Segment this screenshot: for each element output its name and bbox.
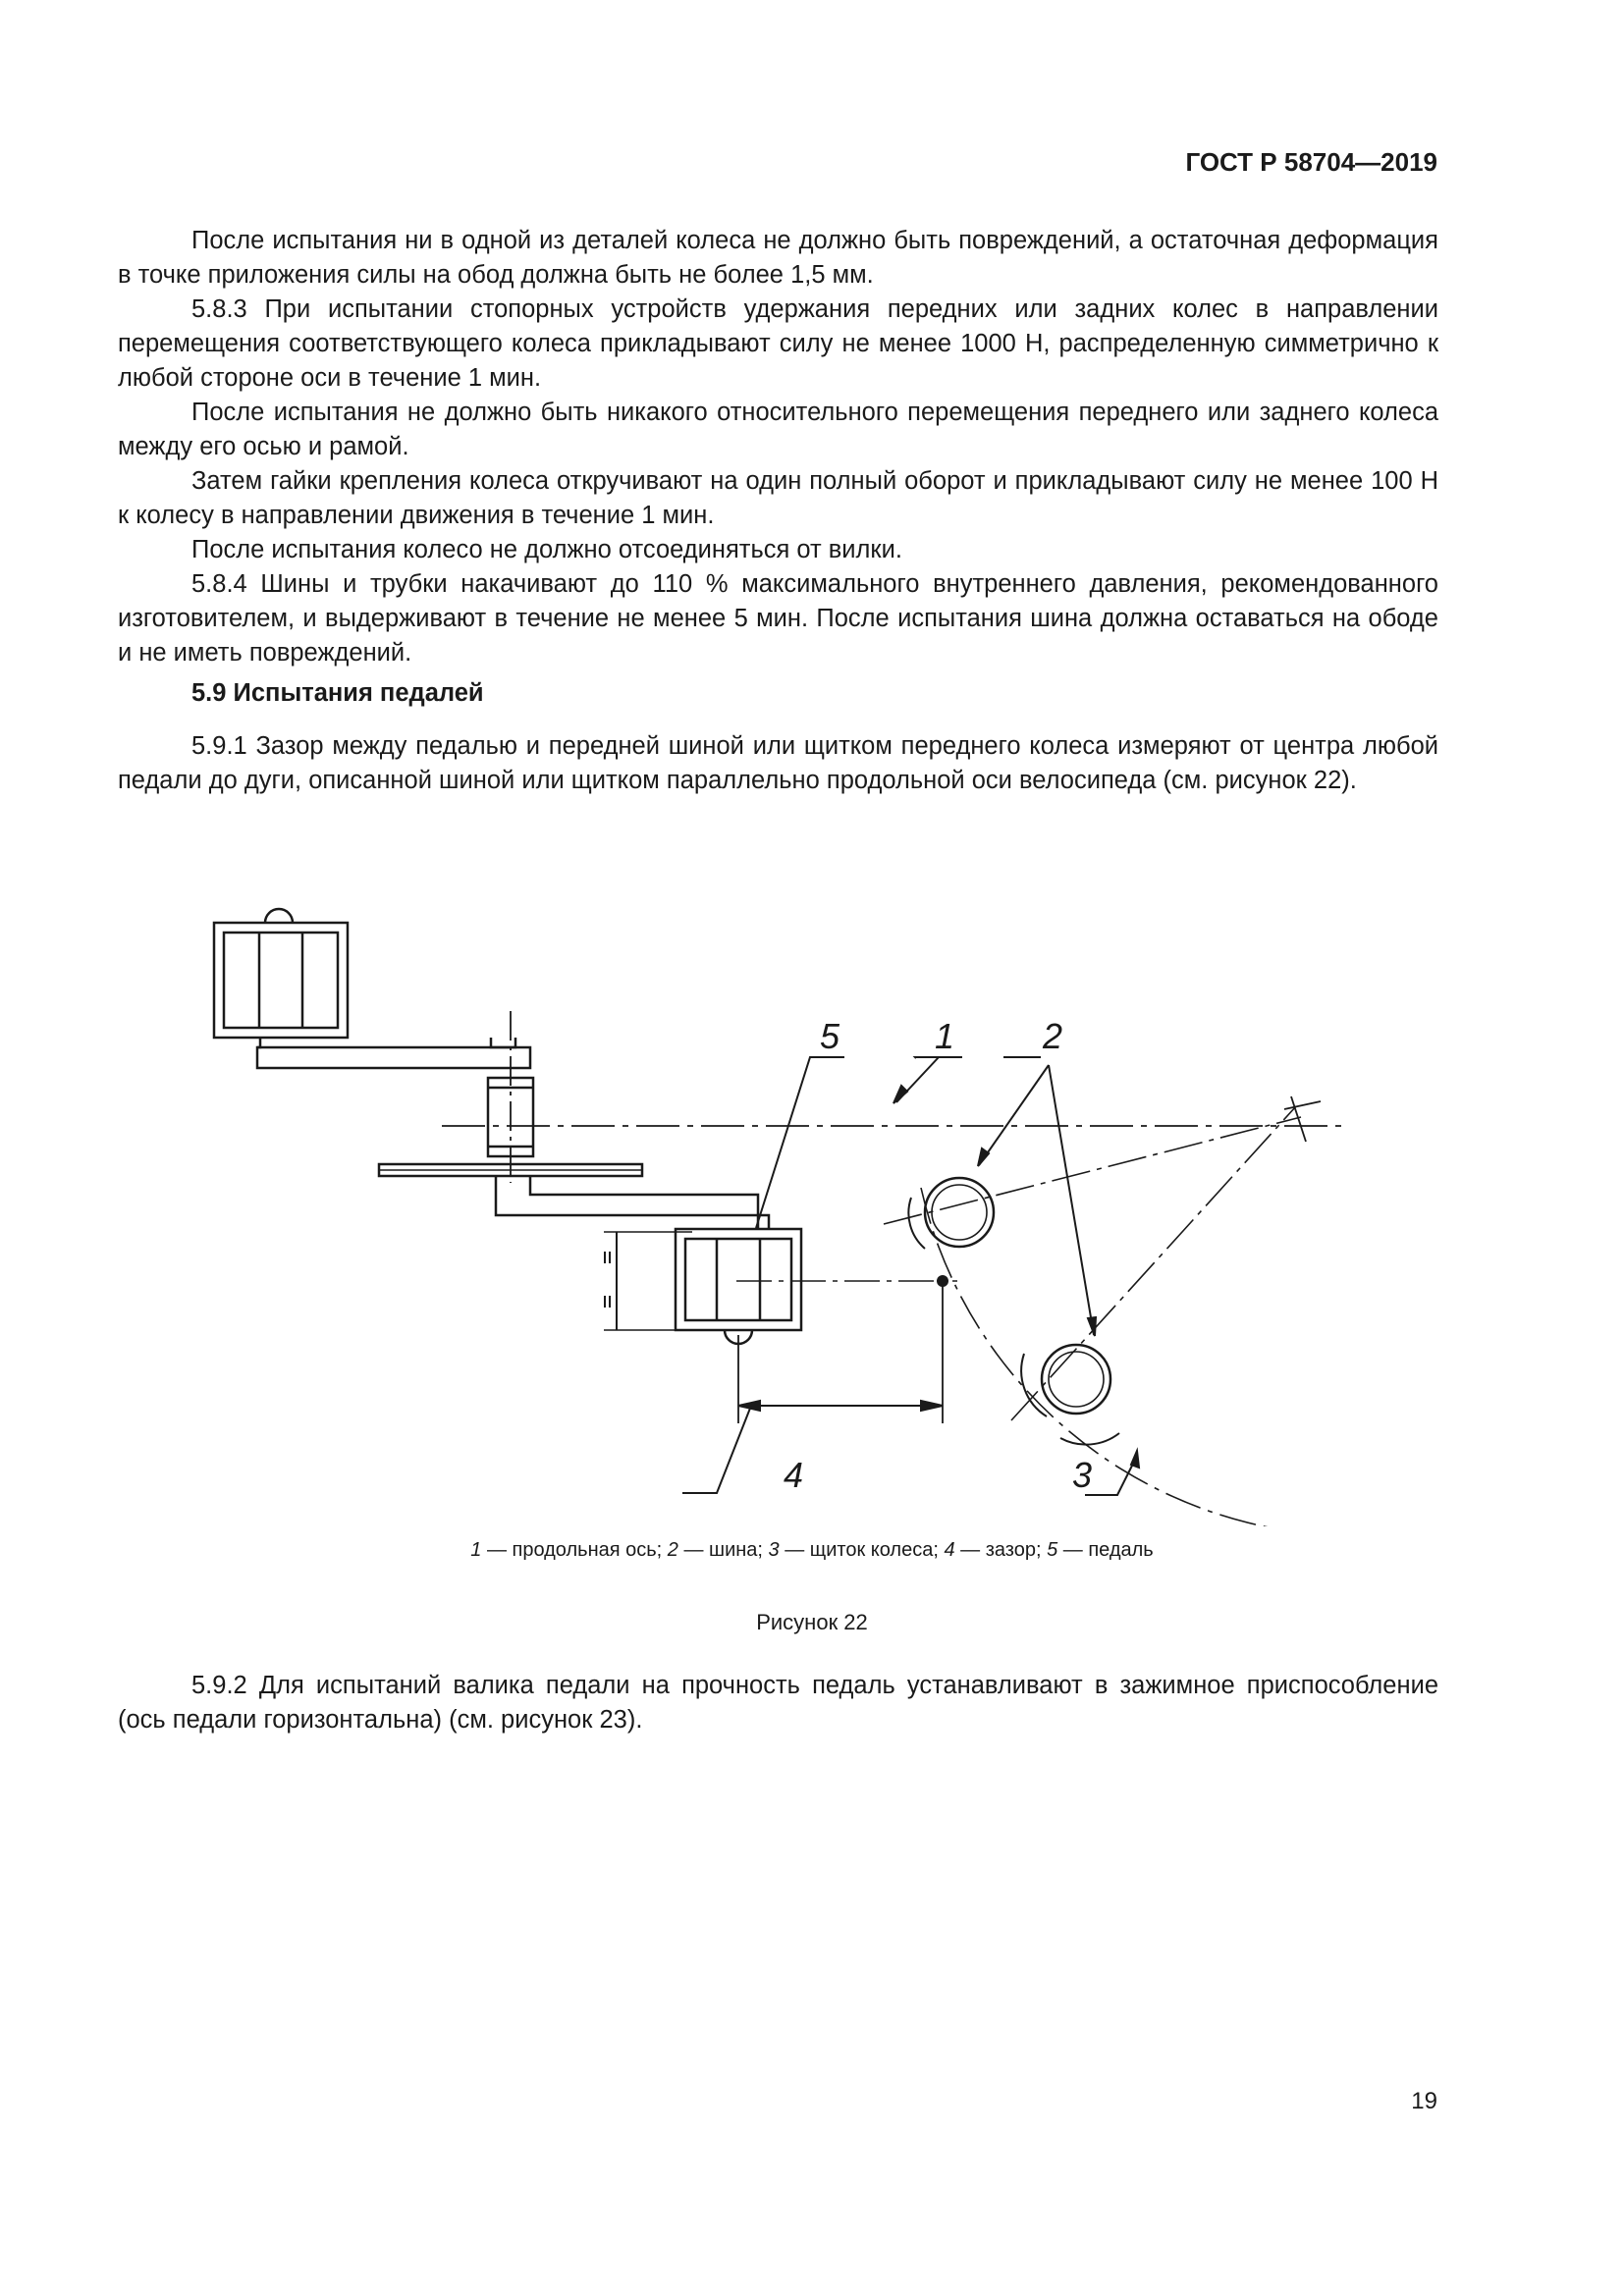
legend-text: — педаль (1057, 1539, 1154, 1561)
callout-1: 1 (935, 1016, 955, 1056)
lower-pedal (676, 1229, 801, 1344)
paragraph: 5.8.3 При испытании стопорных устройств удержания передних или задних колес в направлении перемещения соответствующего колеса прикладывают силу не менее 1000 Н, распределенную симметрично к любой стороне оси в течение 1 мин. (118, 295, 1438, 392)
leader-lines (682, 1057, 1139, 1495)
legend-num: 2 (667, 1539, 678, 1561)
legend-text: — шина; (677, 1539, 769, 1561)
paragraph: Затем гайки крепления колеса откручивают на один полный оборот и прикладывают силу не менее 100 Н к колесу в направлении движения в течение 1 мин. (118, 467, 1438, 529)
paragraph: После испытания не должно быть никакого относительного перемещения переднего или заднего колеса между его осью и рамой. (118, 399, 1438, 460)
paragraph: После испытания колесо не должно отсоединяться от вилки. (191, 536, 902, 563)
callout-2: 2 (1043, 1016, 1063, 1056)
lower-crank-arm (496, 1176, 769, 1229)
text-block-top (118, 224, 1438, 670)
legend-num: 1 (470, 1539, 482, 1561)
legend-text: — продольная ось; (481, 1539, 668, 1561)
paragraph: После испытания ни в одной из деталей колеса не должно быть повреждений, а остаточная деформация в точке приложения силы на обод должна быть не более 1,5 мм. (118, 227, 1438, 289)
page-number: 19 (1411, 2088, 1437, 2114)
callout-4: 4 (784, 1455, 804, 1495)
text-block-591 (118, 729, 1438, 798)
spindle-housing (488, 1011, 533, 1183)
text-block-592 (118, 1669, 1438, 1737)
callout-5: 5 (820, 1016, 840, 1056)
upper-pedal (214, 909, 348, 1038)
legend-text: — зазор; (954, 1539, 1048, 1561)
section-heading: 5.9 Испытания педалей (191, 679, 484, 707)
paragraph: 5.8.4 Шины и трубки накачивают до 110 % максимального внутреннего давления, рекомендованного изготовителем, и выдерживают в течение не менее 5 мин. После испытания шина должна оставаться на ободе и не иметь повреждений. (118, 570, 1438, 667)
paragraph: 5.9.1 Зазор между педалью и передней шиной или щитком переднего колеса измеряют от центра любой педали до дуги, описанной шиной или щитком параллельно продольной оси велосипеда (см. рисунок 22). (118, 732, 1438, 794)
figure-caption: Рисунок 22 (756, 1610, 868, 1634)
dimension-marks (604, 1232, 957, 1423)
tire-geometry (884, 1096, 1321, 1526)
document-header: ГОСТ Р 58704—2019 (1185, 147, 1437, 177)
pedal-clearance-diagram (196, 888, 1375, 1526)
callout-3: 3 (1072, 1455, 1093, 1495)
figure-legend (0, 1539, 1624, 1562)
legend-num: 5 (1047, 1539, 1058, 1561)
paragraph: 5.9.2 Для испытаний валика педали на прочность педаль устанавливают в зажимное приспособление (ось педали горизонтальна) (см. рисунок 23). (118, 1672, 1438, 1734)
figure-22 (196, 888, 1375, 1531)
upper-crank-arm (257, 1038, 530, 1068)
legend-num: 4 (944, 1539, 955, 1561)
legend-num: 3 (768, 1539, 780, 1561)
legend-text: — щиток колеса; (779, 1539, 945, 1561)
